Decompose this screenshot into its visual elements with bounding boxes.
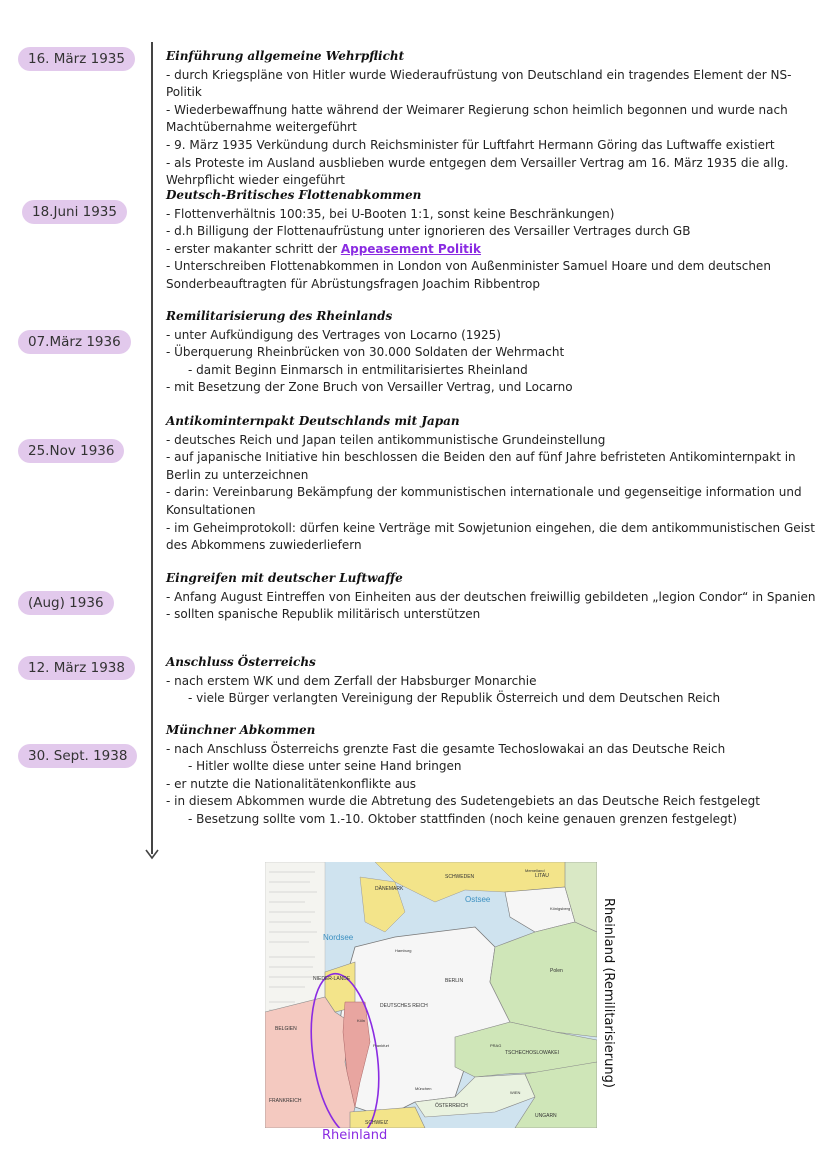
map-label-nordsee: Nordsee bbox=[323, 933, 354, 942]
map-label-ostsee: Ostsee bbox=[465, 895, 491, 904]
entry-title: Einführung allgemeine Wehrpflicht bbox=[166, 49, 405, 63]
map-label-ungarn: UNGARN bbox=[535, 1113, 557, 1119]
entry-line: - er nutzte die Nationalitätenkonflikte aus bbox=[166, 776, 417, 791]
map-label-schweiz: SCHWEIZ bbox=[365, 1120, 389, 1126]
map-label-memelland: Memelland bbox=[525, 868, 545, 873]
entry-title: Antikominternpakt Deutschlands mit Japan bbox=[166, 414, 460, 428]
date-pill: 07.März 1936 bbox=[18, 330, 131, 354]
map-label-frankfurt: Frankfurt bbox=[373, 1043, 390, 1048]
entry-line: - als Proteste im Ausland ausblieben wurde entgegen dem Versailler Vertrag am 16. März 1935 die allg. Wehrpflicht wieder eingeführt bbox=[166, 155, 789, 188]
map-vertical-label: Rheinland (Remilitarisierung) bbox=[601, 898, 616, 1088]
entry-line: - mit Besetzung der Zone Bruch von Versailler Vertrag, und Locarno bbox=[166, 380, 573, 395]
date-pill: 16. März 1935 bbox=[18, 47, 135, 71]
map-label-tschechoslowakei: TSCHECHOSLOWAKEI bbox=[505, 1050, 559, 1056]
entry-line bbox=[166, 241, 820, 259]
map-label-litauen: LITAU bbox=[535, 873, 549, 879]
map-label-polen: Polen bbox=[550, 968, 563, 974]
entry-line: - nach Anschluss Österreichs grenzte Fast die gesamte Techoslowakai an das Deutsche Reich bbox=[166, 741, 726, 756]
timeline-line bbox=[151, 42, 153, 854]
entry-line: - 9. März 1935 Verkündung durch Reichsminister für Luftfahrt Hermann Göring das Luftwaffe existiert bbox=[166, 137, 775, 152]
map-label-koeln: Köln bbox=[357, 1018, 366, 1023]
entry-line: - nach erstem WK und dem Zerfall der Habsburger Monarchie bbox=[166, 673, 537, 688]
map-label-wien: WIEN bbox=[510, 1090, 521, 1095]
map-svg bbox=[265, 862, 597, 1128]
date-pill: 25.Nov 1936 bbox=[18, 439, 124, 463]
map-label-muenchen: München bbox=[415, 1086, 432, 1091]
entry-line: - Hitler wollte diese unter seine Hand bringen bbox=[188, 759, 462, 774]
entry-line: - Wiederbewaffnung hatte während der Weimarer Regierung schon heimlich begonnen und wurde nach Machtübernahme weitergeführt bbox=[166, 102, 788, 135]
map-label-schweden: SCHWEDEN bbox=[445, 874, 475, 880]
appeasement-link[interactable]: Appeasement Politik bbox=[340, 241, 482, 256]
entry-title: Münchner Abkommen bbox=[166, 723, 316, 737]
timeline-arrow-icon bbox=[145, 846, 159, 860]
entry-title: Remilitarisierung des Rheinlands bbox=[166, 309, 393, 323]
entry-line: - sollten spanische Republik militärisch unterstützen bbox=[166, 607, 481, 622]
entry-line: - auf japanische Initiative hin beschlossen die Beiden den auf fünf Jahre befristeten Antikominternpakt in Berlin zu unterzeichnen bbox=[166, 450, 796, 482]
entry-line: - Unterschreiben Flottenabkommen in London von Außenminister Samuel Hoare und dem deutschen Sonderbeauftragten für Abrüstungsfragen Joachim Ribbentrop bbox=[166, 259, 771, 291]
link-prefix: - erster makanter schritt der bbox=[166, 241, 341, 256]
timeline-entry bbox=[166, 570, 820, 624]
map-label-deutsches-reich: DEUTSCHES REICH bbox=[380, 1003, 428, 1009]
entry-line: - Anfang August Eintreffen von Einheiten aus der deutschen freiwillig gebildeten „legion Condor“ in Spanien bbox=[166, 589, 816, 604]
timeline-entry bbox=[166, 722, 820, 829]
entry-line: - unter Aufkündigung des Vertrages von Locarno (1925) bbox=[166, 327, 501, 342]
timeline-entry bbox=[166, 413, 820, 555]
entry-title: Anschluss Österreichs bbox=[166, 655, 316, 669]
map-label-koenigsberg: Königsberg bbox=[550, 906, 571, 911]
rheinland-caption: Rheinland bbox=[322, 1128, 388, 1143]
map-label-niederlande: NIEDER-LANDE bbox=[313, 976, 351, 982]
map-label-berlin: BERLIN bbox=[445, 978, 464, 984]
map-label-prag: PRAG bbox=[490, 1043, 502, 1048]
timeline-entry bbox=[166, 187, 820, 294]
france-belgium-area bbox=[265, 997, 355, 1128]
historical-map bbox=[265, 862, 597, 1128]
entry-line: - Flottenverhältnis 100:35, bei U-Booten 1:1, sonst keine Beschränkungen) bbox=[166, 206, 615, 221]
entry-line: - damit Beginn Einmarsch in entmilitarisiertes Rheinland bbox=[188, 362, 528, 377]
date-pill: 12. März 1938 bbox=[18, 656, 135, 680]
timeline-entry bbox=[166, 48, 820, 190]
entry-title: Eingreifen mit deutscher Luftwaffe bbox=[166, 571, 403, 585]
map-label-hamburg: Hamburg bbox=[395, 948, 412, 953]
date-pill: 30. Sept. 1938 bbox=[18, 744, 137, 768]
map-label-frankreich: FRANKREICH bbox=[269, 1098, 302, 1104]
entry-line: - in diesem Abkommen wurde die Abtretung des Sudetengebiets an das Deutsche Reich festgelegt bbox=[166, 794, 760, 809]
timeline-entry bbox=[166, 654, 820, 708]
date-pill: (Aug) 1936 bbox=[18, 591, 114, 615]
map-label-belgien: BELGIEN bbox=[275, 1026, 297, 1032]
map-label-oesterreich: ÖSTERREICH bbox=[435, 1103, 468, 1109]
date-pill: 18.Juni 1935 bbox=[22, 200, 127, 224]
entry-line: - d.h Billigung der Flottenaufrüstung unter ignorieren des Versailler Vertrages durch GB bbox=[166, 224, 691, 239]
entry-line: - darin: Vereinbarung Bekämpfung der kommunistischen internationale und gegenseitige information und Konsultationen bbox=[166, 485, 802, 517]
map-vertical-caption bbox=[596, 898, 616, 1098]
entry-line: - im Geheimprotokoll: dürfen keine Verträge mit Sowjetunion eingehen, die dem antikommunistischen Geist des Abkommens zuwiederliefern bbox=[166, 520, 815, 553]
entry-line: - durch Kriegspläne von Hitler wurde Wiederaufrüstung von Deutschland ein tragendes Element der NS-Politik bbox=[166, 67, 792, 100]
entry-line: - viele Bürger verlangten Vereinigung der Republik Österreich und dem Deutschen Reich bbox=[188, 691, 721, 706]
entry-line: - Besetzung sollte vom 1.-10. Oktober stattfinden (noch keine genauen grenzen festgelegt) bbox=[188, 811, 738, 826]
entry-line: - Überquerung Rheinbrücken von 30.000 Soldaten der Wehrmacht bbox=[166, 345, 565, 360]
entry-line: - deutsches Reich und Japan teilen antikommunistische Grundeinstellung bbox=[166, 432, 606, 447]
entry-title: Deutsch-Britisches Flottenabkommen bbox=[166, 188, 422, 202]
timeline-entry bbox=[166, 308, 820, 397]
map-label-daenemark: DÄNEMARK bbox=[375, 886, 404, 892]
